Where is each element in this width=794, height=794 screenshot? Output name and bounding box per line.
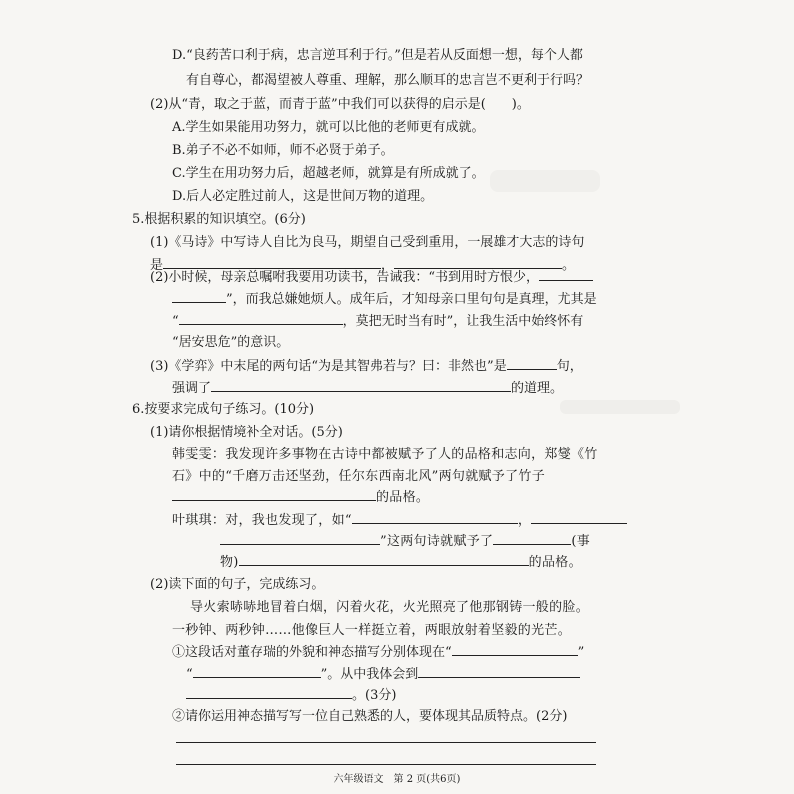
answer-blank[interactable] bbox=[211, 379, 511, 392]
answer-blank[interactable] bbox=[507, 357, 557, 370]
paper-smudge bbox=[490, 170, 600, 192]
text-fragment: ， bbox=[381, 258, 395, 273]
text-fragment: “ bbox=[186, 667, 193, 682]
sub-question-2: ②请你运用神态描写写一位自己熟悉的人，要体现其品质特点。(2分) bbox=[172, 709, 568, 724]
text-fragment: 叶琪琪：对，我也发现了，如“ bbox=[172, 513, 352, 528]
text-fragment: 强调了 bbox=[172, 381, 212, 396]
answer-blank[interactable] bbox=[539, 268, 593, 281]
text-fragment: 。 bbox=[562, 258, 576, 273]
sub-question-1-line2 bbox=[186, 665, 580, 684]
text-fragment: ①这段话对董存瑞的外貌和神态描写分别体现在“ bbox=[172, 645, 452, 660]
dialogue-han-line1: 韩雯雯：我发现许多事物在古诗中都被赋予了人的品格和志向，郑燮《竹 bbox=[172, 447, 598, 462]
reading-passage-line2: 一秒钟、两秒钟……他像巨人一样挺立着，两眼放射着坚毅的光芒。 bbox=[172, 623, 572, 638]
question-5-2-line2 bbox=[172, 290, 597, 309]
writing-line[interactable] bbox=[176, 742, 596, 743]
text-fragment: (3)《学弈》中末尾的两句话“为是其智弗若与？曰：非然也”是 bbox=[150, 359, 507, 374]
text-fragment: 的道理。 bbox=[511, 381, 564, 396]
reading-passage-line1: 导火索哧哧地冒着白烟，闪着火花，火光照亮了他那钢铸一般的脸。 bbox=[190, 600, 590, 615]
answer-blank[interactable] bbox=[172, 290, 226, 303]
dialogue-ye-line3 bbox=[220, 553, 582, 572]
text-fragment: ”，而我总嫌她烦人。成年后，才知母亲口里句句是真理，尤其是 bbox=[226, 292, 597, 307]
text-fragment: 。(3分) bbox=[352, 688, 397, 703]
answer-blank[interactable] bbox=[179, 312, 343, 325]
paper-smudge bbox=[560, 400, 680, 414]
answer-blank[interactable] bbox=[186, 686, 352, 699]
writing-line[interactable] bbox=[176, 764, 596, 765]
answer-blank[interactable] bbox=[452, 643, 578, 656]
dialogue-han-line2: 石》中的“千磨万击还坚劲，任尔东西南北风”两句就赋予了竹子 bbox=[172, 469, 545, 484]
text-fragment: ” bbox=[577, 645, 585, 660]
answer-blank[interactable] bbox=[239, 553, 529, 566]
question-6-1: (1)请你根据情境补全对话。(5分) bbox=[150, 425, 343, 440]
text-fragment: 的品格。 bbox=[528, 555, 582, 570]
question-5-2-line1 bbox=[150, 268, 593, 287]
text-fragment: 句， bbox=[556, 359, 583, 374]
text-fragment: 是 bbox=[150, 258, 164, 273]
text-fragment: ， bbox=[517, 513, 532, 528]
option-d: D.后人必定胜过前人，这是世间万物的道理。 bbox=[172, 189, 434, 204]
question-5-3-line2 bbox=[172, 379, 563, 398]
option-a: A.学生如果能用功努力，就可以比他的老师更有成就。 bbox=[172, 120, 485, 135]
page-footer: 六年级语文 第 2 页(共6页) bbox=[333, 774, 461, 785]
option-d-line1: D.“良药苦口利于病，忠言逆耳利于行。”但是若从反面想一想，每个人都 bbox=[172, 48, 583, 63]
answer-blank[interactable] bbox=[220, 532, 380, 545]
answer-blank[interactable] bbox=[418, 665, 580, 678]
question-5-2-line3 bbox=[172, 312, 583, 331]
text-fragment: (2)小时候，母亲总嘱咐我要用功读书，告诫我：“书到用时方恨少， bbox=[150, 270, 540, 285]
sub-question-1-line1 bbox=[172, 643, 584, 662]
text-fragment: ，莫把无时当有时”，让我生活中始终怀有 bbox=[342, 314, 584, 329]
dialogue-han-line3 bbox=[172, 488, 429, 507]
answer-blank[interactable] bbox=[531, 511, 627, 524]
question-5-2-line4: “居安思危”的意识。 bbox=[172, 335, 290, 350]
answer-blank[interactable] bbox=[493, 532, 571, 545]
text-fragment: ”。从中我体会到 bbox=[320, 667, 419, 682]
question-6-2: (2)读下面的句子，完成练习。 bbox=[150, 577, 325, 592]
answer-blank[interactable] bbox=[193, 665, 321, 678]
text-fragment: 物) bbox=[220, 555, 239, 570]
question-5-3-line1 bbox=[150, 357, 583, 376]
option-d-line2: 有自尊心，都渴望被人尊重、理解，那么顺耳的忠言岂不更利于行吗？ bbox=[186, 73, 590, 88]
text-fragment: “ bbox=[172, 314, 179, 329]
question-5-1: (1)《马诗》中写诗人自比为良马，期望自己受到重用，一展雄才大志的诗句 bbox=[150, 235, 585, 250]
question-4-2: (2)从“青，取之于蓝，而青于蓝”中我们可以获得的启示是( )。 bbox=[150, 97, 530, 112]
text-fragment: (事 bbox=[571, 534, 591, 549]
text-fragment: ”这两句诗就赋予了 bbox=[380, 534, 494, 549]
question-5-heading: 5.根据积累的知识填空。(6分) bbox=[132, 212, 306, 227]
option-b: B.弟子不必不如师，师不必贤于弟子。 bbox=[172, 143, 394, 158]
question-6-heading: 6.按要求完成句子练习。(10分) bbox=[132, 402, 315, 417]
dialogue-ye-line1 bbox=[172, 511, 627, 530]
dialogue-ye-line2 bbox=[220, 532, 590, 551]
answer-blank[interactable] bbox=[172, 488, 376, 501]
option-c: C.学生在用功努力后，超越老师，就算是有所成就了。 bbox=[172, 166, 485, 181]
text-fragment: 的品格。 bbox=[376, 490, 430, 505]
sub-question-1-line3 bbox=[186, 686, 396, 705]
answer-blank[interactable] bbox=[352, 511, 518, 524]
